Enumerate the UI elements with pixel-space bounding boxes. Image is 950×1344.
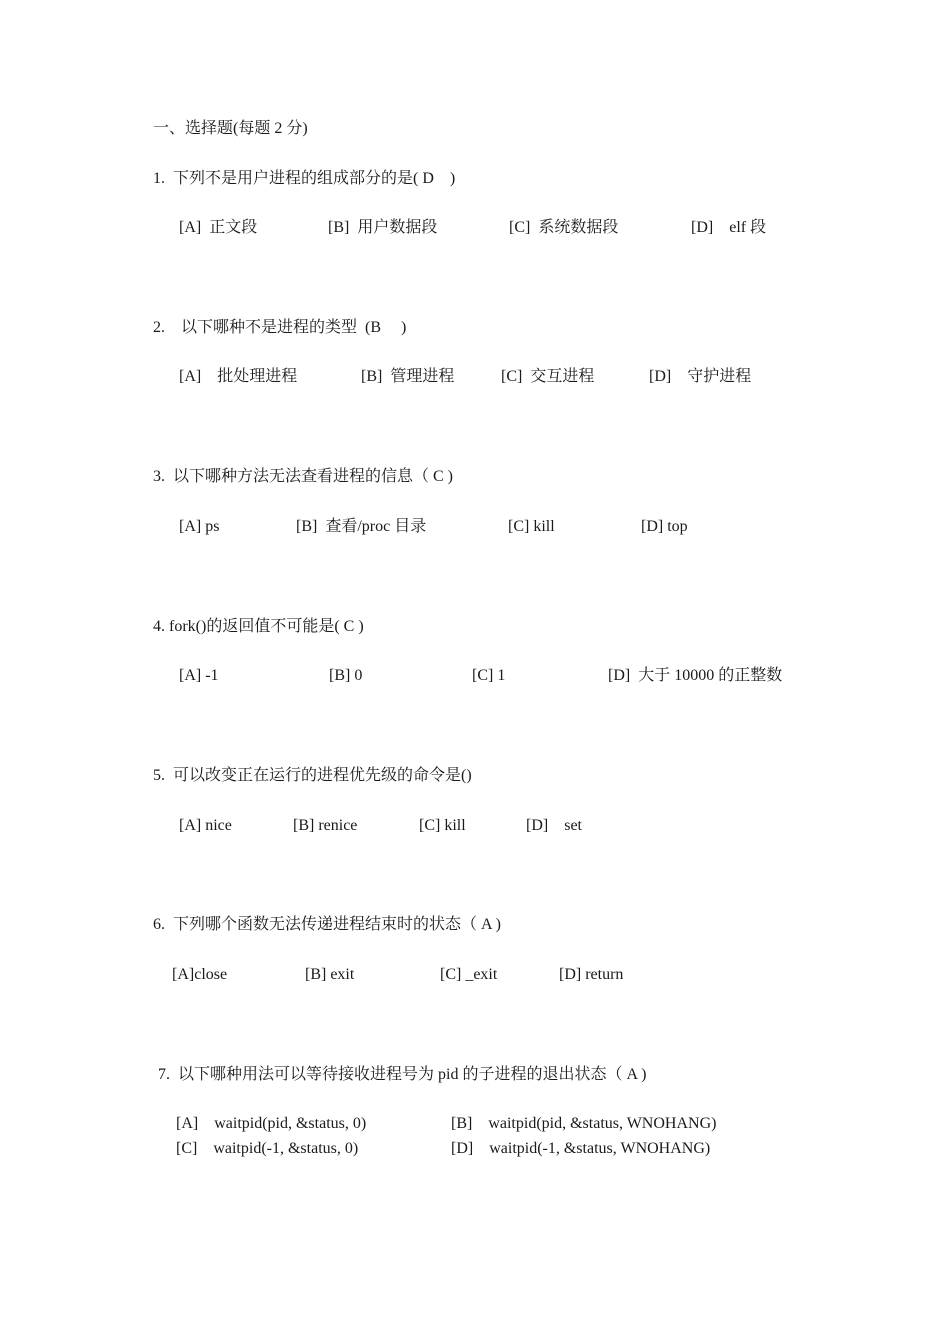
question-2-option-b: [B] 管理进程 xyxy=(361,368,455,385)
section-title: 一、选择题(每题 2 分) xyxy=(153,120,308,137)
question-6-option-c: [C] _exit xyxy=(440,966,498,983)
question-3-option-c: [C] kill xyxy=(508,518,555,535)
question-6-option-d: [D] return xyxy=(559,966,624,983)
question-5-text: 5. 可以改变正在运行的进程优先级的命令是() xyxy=(153,767,472,784)
question-3-text: 3. 以下哪种方法无法查看进程的信息（ C ) xyxy=(153,468,454,485)
question-6-option-b: [B] exit xyxy=(305,966,355,983)
question-2-option-a: [A] 批处理进程 xyxy=(179,368,298,385)
question-2-option-c: [C] 交互进程 xyxy=(501,368,595,385)
question-4-option-d: [D] 大于 10000 的正整数 xyxy=(608,667,783,684)
question-5-option-b: [B] renice xyxy=(293,817,358,834)
question-2-text: 2. 以下哪种不是进程的类型 (B ) xyxy=(153,319,407,336)
question-3-option-b: [B] 查看/proc 目录 xyxy=(296,518,427,535)
question-4-text: 4. fork()的返回值不可能是( C ) xyxy=(153,618,364,635)
question-6-text: 6. 下列哪个函数无法传递进程结束时的状态（ A ) xyxy=(153,916,502,933)
question-7-option-c: [C] waitpid(-1, &status, 0) xyxy=(176,1140,359,1157)
question-3-option-d: [D] top xyxy=(641,518,688,535)
question-5-option-d: [D] set xyxy=(526,817,582,834)
question-7-option-d: [D] waitpid(-1, &status, WNOHANG) xyxy=(451,1140,711,1157)
question-2-option-d: [D] 守护进程 xyxy=(649,368,752,385)
question-6-option-a: [A]close xyxy=(172,966,228,983)
question-4-option-a: [A] -1 xyxy=(179,667,219,684)
question-1-option-b: [B] 用户数据段 xyxy=(328,219,438,236)
question-4-option-b: [B] 0 xyxy=(329,667,363,684)
question-7-option-a: [A] waitpid(pid, &status, 0) xyxy=(176,1115,367,1132)
question-1-text: 1. 下列不是用户进程的组成部分的是( D ) xyxy=(153,170,456,187)
question-4-option-c: [C] 1 xyxy=(472,667,506,684)
question-5-option-a: [A] nice xyxy=(179,817,232,834)
question-1-option-a: [A] 正文段 xyxy=(179,219,258,236)
question-3-option-a: [A] ps xyxy=(179,518,220,535)
question-5-option-c: [C] kill xyxy=(419,817,466,834)
question-7-text: 7. 以下哪种用法可以等待接收进程号为 pid 的子进程的退出状态（ A ) xyxy=(158,1066,647,1083)
question-1-option-d: [D] elf 段 xyxy=(691,219,767,236)
question-7-option-b: [B] waitpid(pid, &status, WNOHANG) xyxy=(451,1115,717,1132)
question-1-option-c: [C] 系统数据段 xyxy=(509,219,619,236)
